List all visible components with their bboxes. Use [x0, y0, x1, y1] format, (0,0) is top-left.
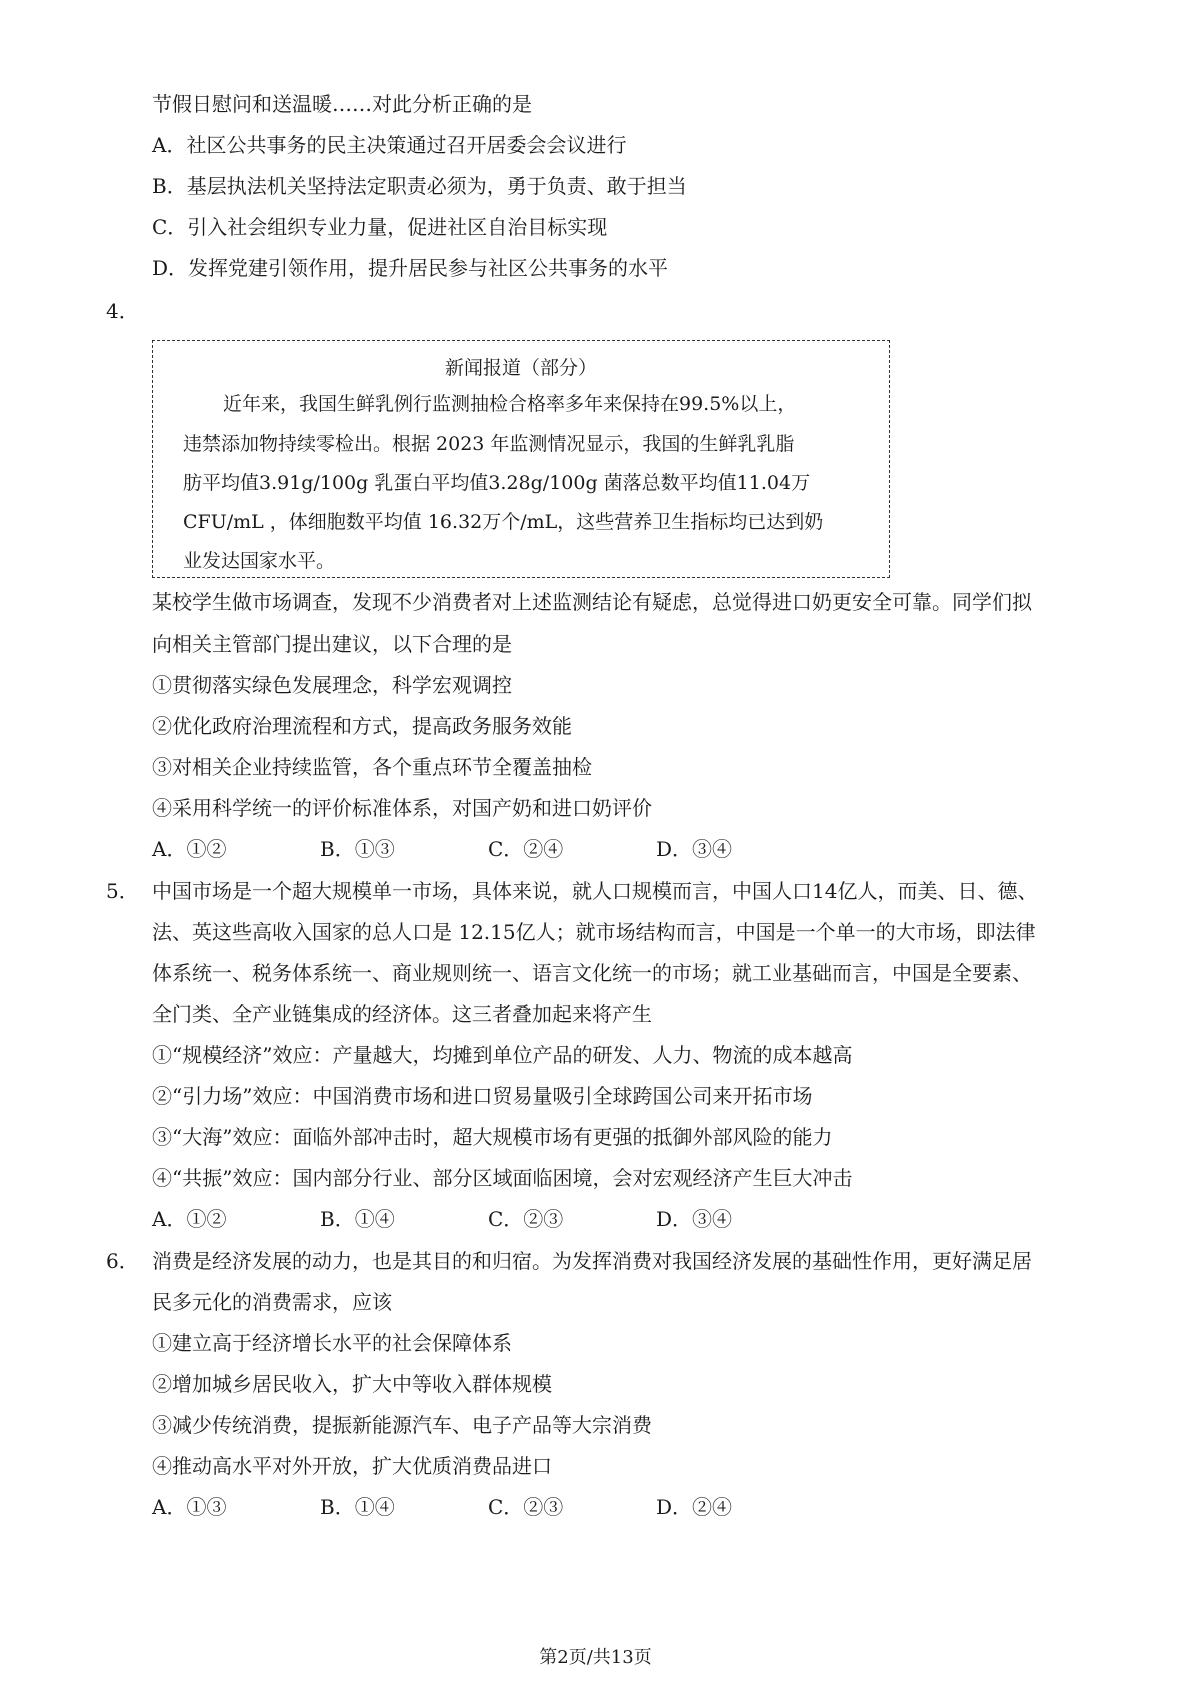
q6-choice-b: B．①④: [320, 1495, 395, 1519]
q5-item-3: ③“大海”效应：面临外部冲击时，超大规模市场有更强的抵御外部风险的能力: [152, 1125, 833, 1149]
q4-choice-c: C．②④: [488, 837, 564, 861]
news-title: 新闻报道（部分）: [444, 357, 597, 379]
q5-stem-line-2: 法、英这些高收入国家的总人口是 12.15亿人；就市场结构而言，中国是一个单一的大市场，即法律: [152, 920, 1036, 944]
news-report-box: [152, 340, 890, 578]
page-footer: 第2页/共13页: [539, 1647, 652, 1668]
q6-item-3: ③减少传统消费，提振新能源汽车、电子产品等大宗消费: [152, 1413, 652, 1437]
q4-item-2: ②优化政府治理流程和方式，提高政务服务效能: [152, 714, 572, 738]
news-line-4: CFU/mL ，体细胞数平均值 16.32万个/mL，这些营养卫生指标均已达到奶: [183, 511, 824, 533]
q6-choice-a: A．①③: [152, 1495, 227, 1519]
q5-item-2: ②“引力场”效应：中国消费市场和进口贸易量吸引全球跨国公司来开拓市场: [152, 1084, 813, 1108]
q4-stem-line-1: 某校学生做市场调查，发现不少消费者对上述监测结论有疑虑，总觉得进口奶更安全可靠。同学们拟: [152, 590, 1032, 614]
q4-stem-line-2: 向相关主管部门提出建议，以下合理的是: [152, 632, 512, 656]
q4-item-4: ④采用科学统一的评价标准体系，对国产奶和进口奶评价: [152, 796, 652, 820]
q6-item-1: ①建立高于经济增长水平的社会保障体系: [152, 1331, 512, 1355]
q4-item-3: ③对相关企业持续监管，各个重点环节全覆盖抽检: [152, 755, 592, 779]
q5-number: 5．: [106, 879, 139, 903]
q3-option-d: D．发挥党建引领作用，提升居民参与社区公共事务的水平: [152, 256, 669, 280]
q3-stem-tail: 节假日慰问和送温暖……对此分析正确的是: [152, 92, 532, 116]
q4-choice-b: B．①③: [320, 837, 395, 861]
q6-item-2: ②增加城乡居民收入，扩大中等收入群体规模: [152, 1372, 552, 1396]
q5-stem-line-3: 体系统一、税务体系统一、商业规则统一、语言文化统一的市场；就工业基础而言，中国是全要素、: [152, 961, 1032, 985]
q6-choice-c: C．②③: [488, 1495, 564, 1519]
q6-choice-d: D．②④: [656, 1495, 733, 1519]
q6-number: 6．: [106, 1249, 139, 1273]
q4-choice-a: A．①②: [152, 837, 227, 861]
q5-choice-d: D．③④: [656, 1207, 733, 1231]
q5-item-1: ①“规模经济”效应：产量越大，均摊到单位产品的研发、人力、物流的成本越高: [152, 1043, 853, 1067]
q3-option-b: B．基层执法机关坚持法定职责必须为，勇于负责、敢于担当: [152, 174, 687, 198]
q5-choice-b: B．①④: [320, 1207, 395, 1231]
q5-choice-c: C．②③: [488, 1207, 564, 1231]
q5-choice-a: A．①②: [152, 1207, 227, 1231]
news-line-3: 肪平均值3.91g/100g 乳蛋白平均值3.28g/100g 菌落总数平均值11.04万: [183, 472, 811, 494]
q5-item-4: ④“共振”效应：国内部分行业、部分区域面临困境，会对宏观经济产生巨大冲击: [152, 1166, 853, 1190]
q5-stem-line-1: 中国市场是一个超大规模单一市场，具体来说，就人口规模而言，中国人口14亿人，而美、日、德、: [152, 879, 1038, 903]
news-line-2: 违禁添加物持续零检出。根据 2023 年监测情况显示，我国的生鲜乳乳脂: [183, 433, 795, 455]
q6-stem-line-1: 消费是经济发展的动力，也是其目的和归宿。为发挥消费对我国经济发展的基础性作用，更好满足居: [152, 1249, 1032, 1273]
news-line-5: 业发达国家水平。: [183, 550, 336, 572]
q4-choice-d: D．③④: [656, 837, 733, 861]
q3-option-a: A．社区公共事务的民主决策通过召开居委会会议进行: [152, 133, 627, 157]
q3-option-c: C．引入社会组织专业力量，促进社区自治目标实现: [152, 215, 608, 239]
news-line-1: 近年来，我国生鲜乳例行监测抽检合格率多年来保持在99.5%以上，: [223, 393, 797, 415]
q5-stem-line-4: 全门类、全产业链集成的经济体。这三者叠加起来将产生: [152, 1002, 652, 1026]
q6-item-4: ④推动高水平对外开放，扩大优质消费品进口: [152, 1454, 552, 1478]
q4-item-1: ①贯彻落实绿色发展理念，科学宏观调控: [152, 673, 512, 697]
q4-number: 4．: [106, 299, 139, 323]
q6-stem-line-2: 民多元化的消费需求，应该: [152, 1290, 392, 1314]
